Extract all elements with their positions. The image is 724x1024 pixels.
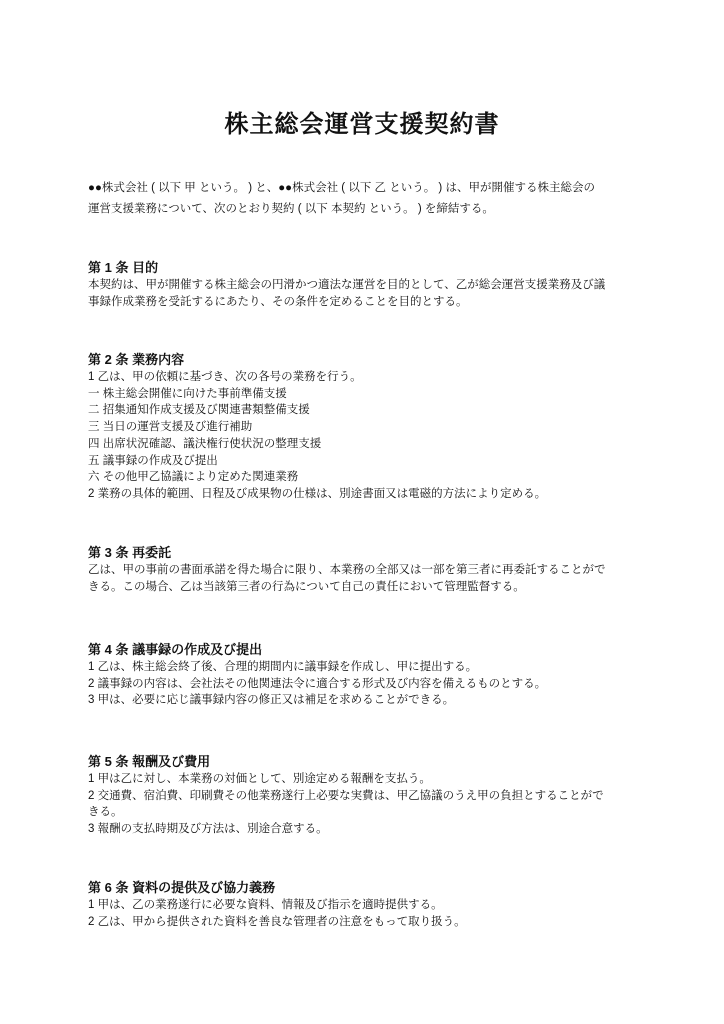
article-line: 事録作成業務を受託するにあたり、その条件を定めることを目的とする。 xyxy=(88,295,468,308)
article-line: 1 乙は、株主総会終了後、合理的期間内に議事録を作成し、甲に提出する。 xyxy=(88,661,478,673)
article-4 xyxy=(88,641,648,709)
article-line: 三 当日の運営支援及び進行補助 xyxy=(88,421,253,434)
article-line: 2 乙は、甲から提供された資料を善良な管理者の注意をもって取り扱う。 xyxy=(88,915,466,928)
preamble-line: 運営支援業務について、次のとおり契約 ( 以下 本契約 という。 ) を締結する。 xyxy=(88,202,494,215)
article-line: 六 その他甲乙協議により定めた関連業務 xyxy=(88,471,299,484)
preamble xyxy=(88,178,648,219)
article-line: 3 報酬の支払時期及び方法は、別途合意する。 xyxy=(88,823,328,836)
article-line: 2 交通費、宿泊費、印刷費その他業務遂行上必要な実費は、甲乙協議のうえ甲の負担とすることがで xyxy=(88,789,604,802)
article-2 xyxy=(88,351,648,503)
article-line: 2 業務の具体的範囲、日程及び成果物の仕様は、別途書面又は電磁的方法により定める。 xyxy=(88,487,547,500)
article-line: 2 議事録の内容は、会社法その他関連法令に適合する形式及び内容を備えるものとする。 xyxy=(88,677,547,690)
article-6 xyxy=(88,879,648,930)
article-line: 1 乙は、甲の依頼に基づき、次の各号の業務を行う。 xyxy=(88,371,362,383)
article-3 xyxy=(88,544,648,595)
article-line: 1 甲は乙に対し、本業務の対価として、別途定める報酬を支払う。 xyxy=(88,773,431,785)
article-line: 五 議事録の作成及び提出 xyxy=(88,454,218,467)
article-heading: 第 3 条 再委託 xyxy=(88,545,172,560)
article-line: 二 招集通知作成支援及び関連書類整備支援 xyxy=(88,404,310,417)
article-line: 1 甲は、乙の業務遂行に必要な資料、情報及び指示を適時提供する。 xyxy=(88,899,443,911)
article-5 xyxy=(88,753,648,838)
article-line: 四 出席状況確認、議決権行使状況の整理支援 xyxy=(88,437,322,450)
article-line: きる。 xyxy=(88,806,123,819)
article-line: 乙は、甲の事前の書面承諾を得た場合に限り、本業務の全部又は一部を第三者に再委託することがで xyxy=(88,564,606,576)
article-heading: 第 1 条 目的 xyxy=(88,260,159,275)
article-line: 本契約は、甲が開催する株主総会の円滑かつ適法な運営を目的として、乙が総会運営支援業務及び議 xyxy=(88,279,606,291)
article-1 xyxy=(88,259,648,310)
preamble-line: ●●株式会社 ( 以下 甲 という。 ) と、●●株式会社 ( 以下 乙 という。 ) は、甲が開催する株主総会の xyxy=(88,182,595,194)
article-line: きる。この場合、乙は当該第三者の行為について自己の責任において管理監督する。 xyxy=(88,580,525,593)
article-heading: 第 2 条 業務内容 xyxy=(88,352,185,367)
article-heading: 第 4 条 議事録の作成及び提出 xyxy=(88,642,263,657)
article-heading: 第 5 条 報酬及び費用 xyxy=(88,754,211,769)
article-line: 3 甲は、必要に応じ議事録内容の修正又は補足を求めることができる。 xyxy=(88,694,455,707)
article-heading: 第 6 条 資料の提供及び協力義務 xyxy=(88,880,276,895)
article-line: 一 株主総会開催に向けた事前準備支援 xyxy=(88,387,287,400)
document-title: 株主総会運営支援契約書 xyxy=(224,111,500,138)
